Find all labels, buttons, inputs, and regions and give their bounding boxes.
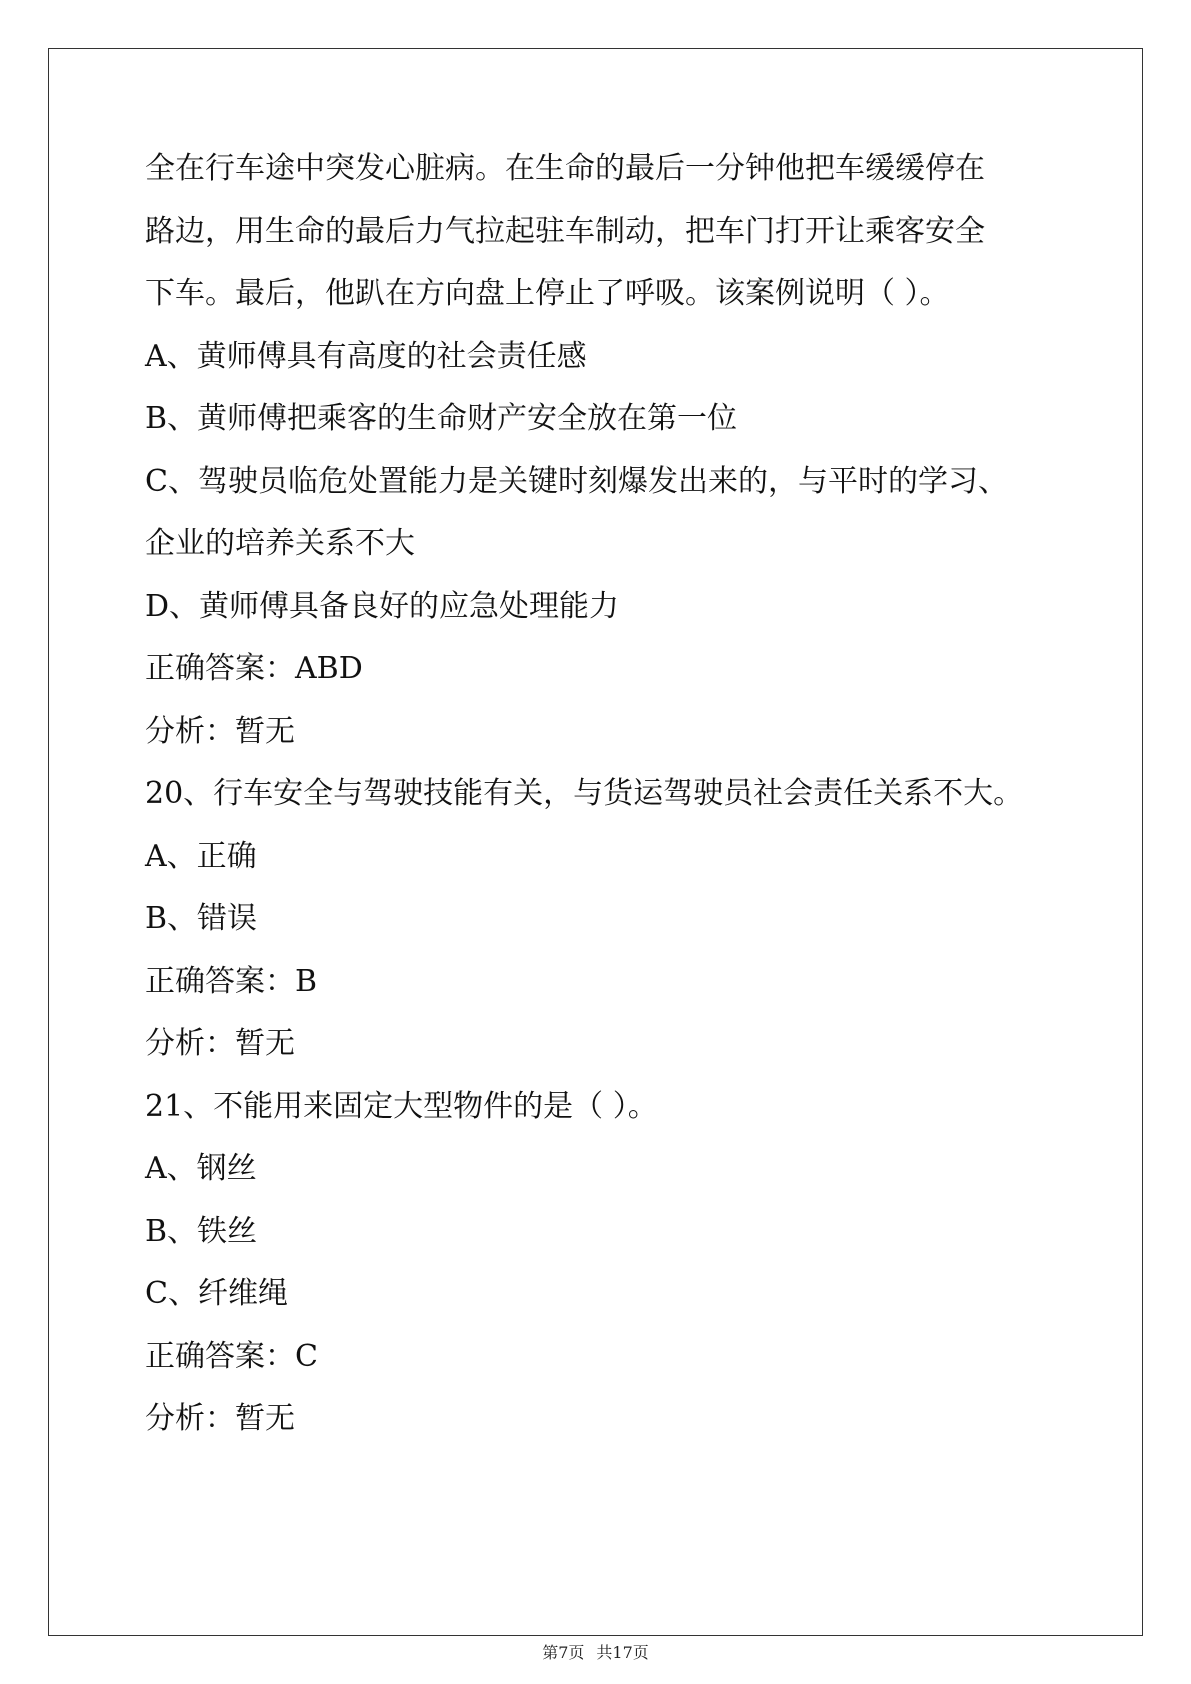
correct-answer: 正确答案：ABD — [145, 651, 363, 686]
question-21: 21、不能用来固定大型物件的是（ ）。 — [145, 1088, 658, 1124]
text-line: 全在行车途中突发心脏病。在生命的最后一分钟他把车缓缓停在 — [145, 151, 985, 186]
option-c: C、纤维绳 — [145, 1276, 288, 1311]
text-line: 下车。最后，他趴在方向盘上停止了呼吸。该案例说明（ ）。 — [145, 276, 950, 311]
analysis: 分析：暂无 — [145, 1401, 295, 1436]
page-total: 共17页 — [596, 1643, 649, 1662]
page-footer — [0, 1640, 1191, 1663]
document-body — [145, 138, 1065, 1451]
option-a: A、钢丝 — [145, 1151, 257, 1186]
option-a: A、黄师傅具有高度的社会责任感 — [145, 338, 587, 374]
text-line: 企业的培养关系不大 — [145, 526, 415, 561]
option-b: B、黄师傅把乘客的生命财产安全放在第一位 — [145, 401, 738, 436]
analysis: 分析：暂无 — [145, 713, 295, 749]
question-20: 20、行车安全与驾驶技能有关，与货运驾驶员社会责任关系不大。 — [145, 776, 1024, 811]
option-b: B、铁丝 — [145, 1213, 258, 1249]
option-b: B、错误 — [145, 901, 258, 936]
option-c: C、驾驶员临危处置能力是关键时刻爆发出来的，与平时的学习、 — [145, 463, 1008, 499]
option-d: D、黄师傅具备良好的应急处理能力 — [145, 588, 620, 624]
page-number: 第7页 — [542, 1643, 585, 1662]
option-a: A、正确 — [145, 838, 257, 874]
text-line: 路边，用生命的最后力气拉起驻车制动，把车门打开让乘客安全 — [145, 213, 985, 249]
correct-answer: 正确答案：C — [145, 1338, 318, 1374]
analysis: 分析：暂无 — [145, 1026, 295, 1061]
correct-answer: 正确答案：B — [145, 963, 318, 999]
